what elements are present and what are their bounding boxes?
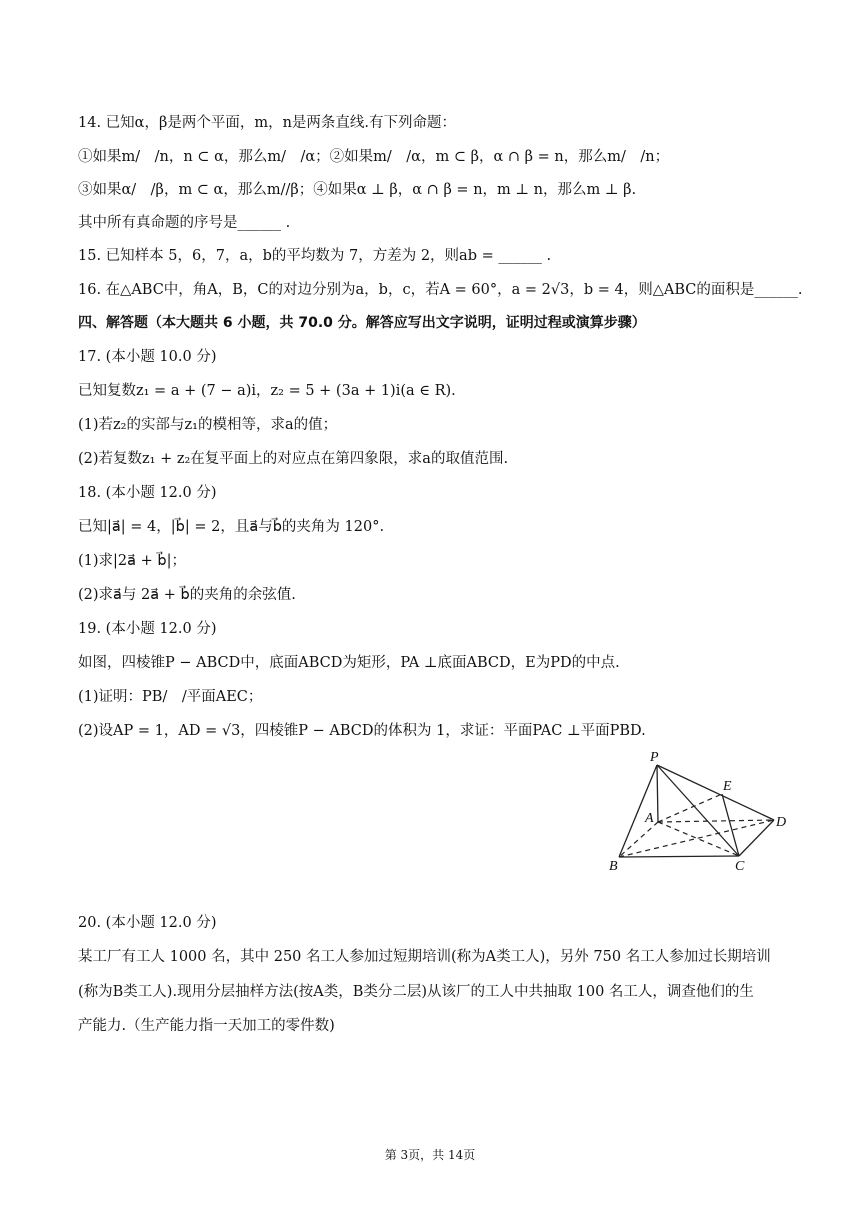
q18-part2: (2)求a⃗与 2a⃗ + b⃗的夹角的余弦值.	[78, 587, 296, 603]
q20-line-3: 产能力.（生产能力指一天加工的零件数)	[78, 1018, 335, 1034]
q19-heading: 19. (本小题 12.0 分)	[78, 621, 217, 637]
label-e: E	[723, 779, 732, 794]
q20-line-2: (称为B类工人).现用分层抽样方法(按A类，B类分二层)从该厂的工人中共抽取 100 名工人，调查他们的生	[78, 984, 754, 1000]
q16: 16. 在△ABC中，角A，B，C的对边分别为a，b，c，若A = 60°，a = 2√3，b = 4，则△ABC的面积是______.	[78, 282, 803, 298]
label-p: P	[650, 750, 659, 765]
label-c: C	[735, 859, 745, 874]
q17-part1: (1)若z₂的实部与z₁的模相等，求a的值；	[78, 417, 338, 433]
q19-stem: 如图，四棱锥P − ABCD中，底面ABCD为矩形，PA ⊥底面ABCD，E为PD的中点.	[78, 655, 620, 671]
q14-propositions-1-2: ①如果m/ /n，n ⊂ α，那么m/ /α；②如果m/ /α，m ⊂ β，α ∩ β = n，那么m/ /n；	[78, 149, 670, 165]
q18-heading: 18. (本小题 12.0 分)	[78, 485, 217, 501]
q19-part1: (1)证明：PB/ /平面AEC；	[78, 689, 263, 705]
label-a: A	[645, 811, 654, 826]
q20-line-1: 某工厂有工人 1000 名，其中 250 名工人参加过短期培训(称为A类工人)，另外 750 名工人参加过长期培训	[78, 949, 771, 965]
q19-part2: (2)设AP = 1，AD = √3，四棱锥P − ABCD的体积为 1，求证：平面PAC ⊥平面PBD.	[78, 723, 646, 739]
q15: 15. 已知样本 5，6，7，a，b的平均数为 7，方差为 2，则ab = ______ .	[78, 248, 552, 264]
q18-part1: (1)求|2a⃗ + b⃗|；	[78, 553, 186, 569]
section-heading: 四、解答题（本大题共 6 小题，共 70.0 分。解答应写出文字说明，证明过程或演算步骤）	[78, 315, 646, 331]
q17-stem: 已知复数z₁ = a + (7 − a)i，z₂ = 5 + (3a + 1)i(a ∈ R).	[78, 383, 456, 399]
q17-heading: 17. (本小题 10.0 分)	[78, 349, 217, 365]
q14-intro: 14. 已知α，β是两个平面，m，n是两条直线.有下列命题：	[78, 115, 457, 131]
q14-propositions-3-4: ③如果α/ /β，m ⊂ α，那么m//β；④如果α ⊥ β，α ∩ β = n，m ⊥ n，那么m ⊥ β.	[78, 182, 637, 198]
q20-heading: 20. (本小题 12.0 分)	[78, 915, 217, 931]
page-footer: 第 3页，共 14页	[384, 1148, 476, 1162]
q17-part2: (2)若复数z₁ + z₂在复平面上的对应点在第四象限，求a的取值范围.	[78, 451, 509, 467]
q14-question: 其中所有真命题的序号是______ .	[78, 215, 291, 231]
label-b: B	[609, 859, 618, 874]
label-d: D	[776, 815, 787, 830]
q18-stem: 已知|a⃗| = 4，|b⃗| = 2，且a⃗与b⃗的夹角为 120°.	[78, 519, 385, 535]
